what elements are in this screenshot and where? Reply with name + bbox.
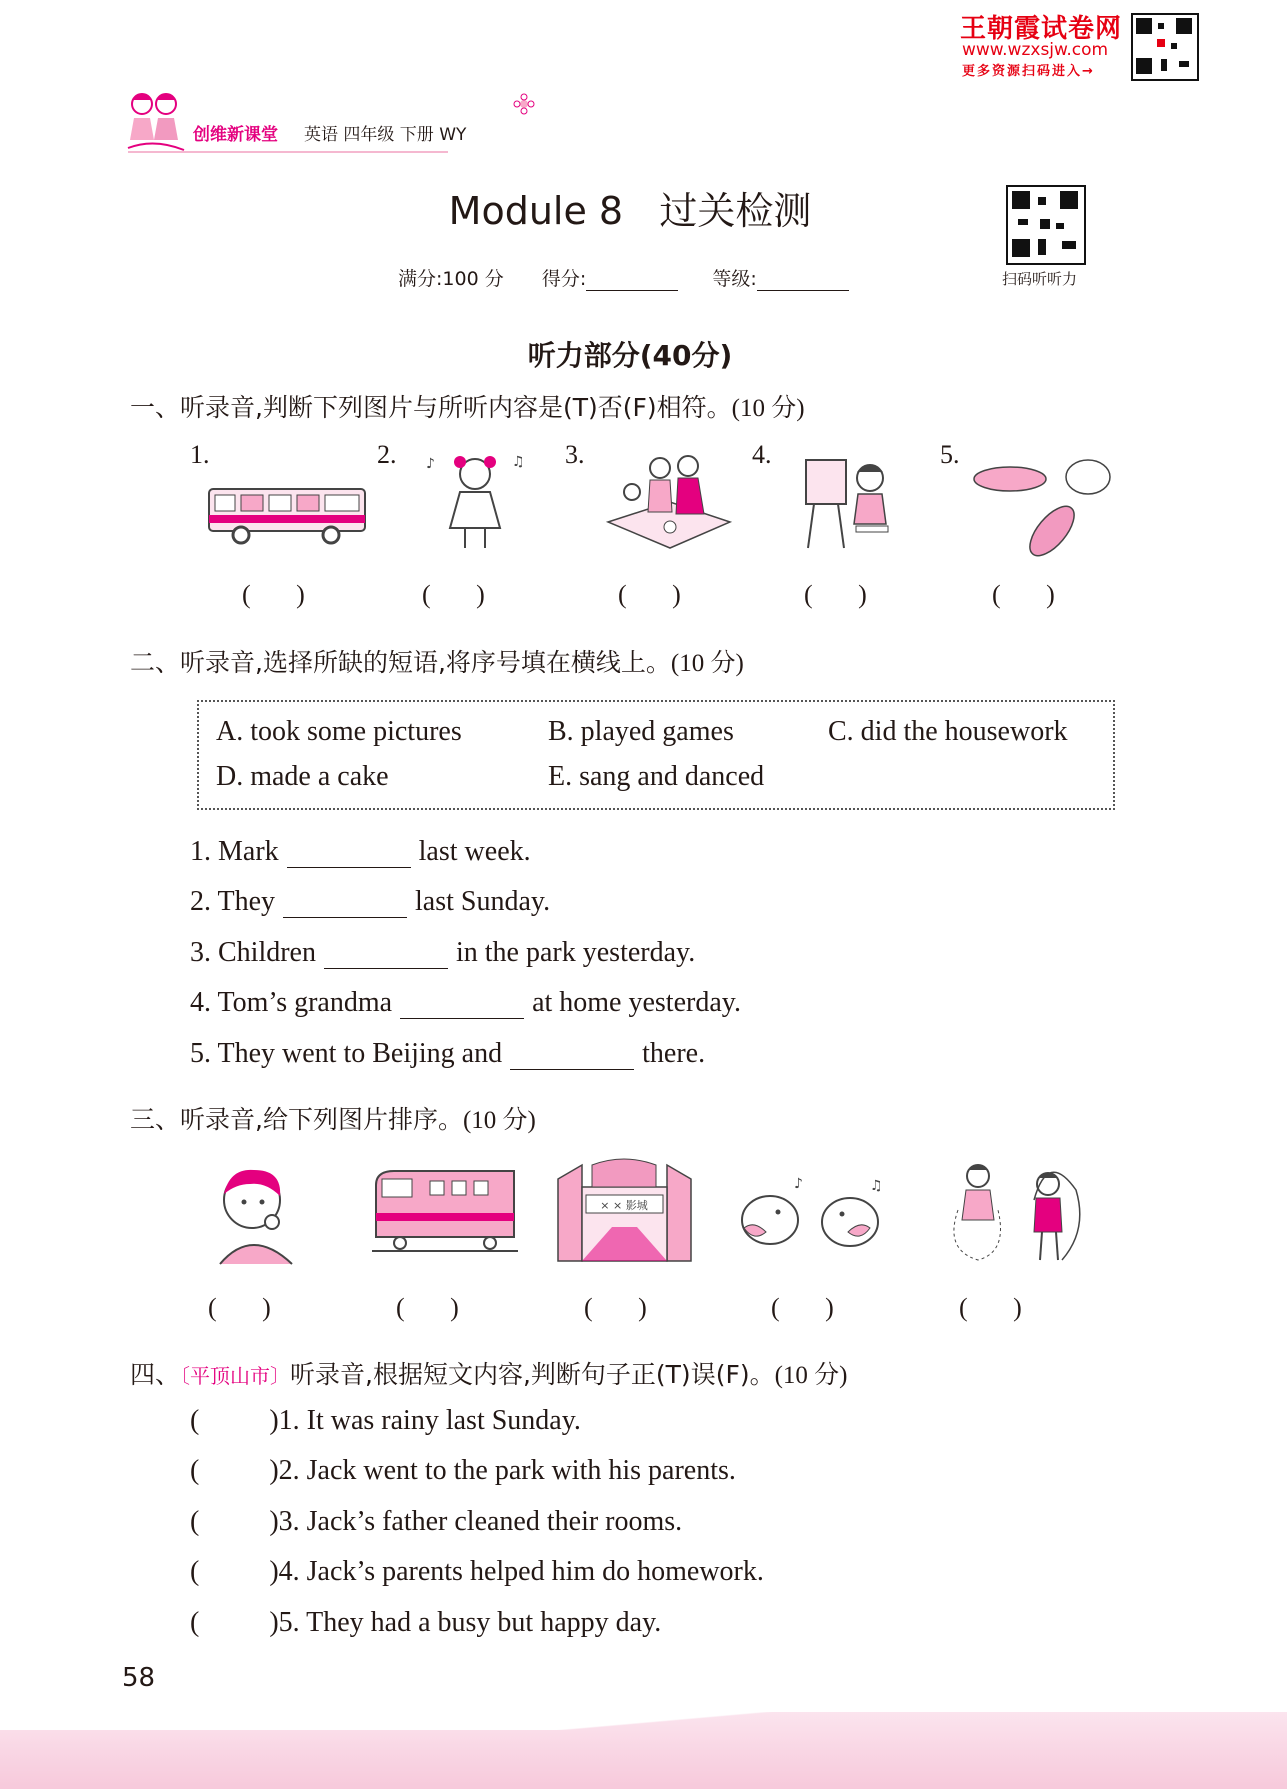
s2-sentence-4 [190,987,741,1019]
s3-order-blank-1[interactable]: ( ) [208,1293,271,1322]
s1-number-2: 2. [377,440,397,469]
bottom-wave [0,1700,1287,1730]
header-divider [128,151,448,153]
section3-title [130,1100,536,1136]
section2-title [130,643,744,679]
s3-order-blank-2[interactable]: ( ) [396,1293,459,1322]
s2-sentence-1-before: 1. Mark [190,836,279,867]
svg-text:♪: ♪ [426,456,435,472]
listening-qr-code[interactable] [1006,185,1086,265]
s4-answer-blank-2[interactable]: ( ) [190,1455,279,1486]
s4-item-4-text: 4. Jack’s parents helped him do homework. [278,1556,764,1587]
s1-answer-blank-4[interactable]: ( ) [804,580,867,609]
section1-instruction: 一、听录音,判断下列图片与所听内容是(T)否(F)相符。 [130,393,732,422]
s3-order-blank-5[interactable]: ( ) [959,1293,1022,1322]
grade-label: 等级: [712,268,757,290]
s1-answer-blank-5[interactable]: ( ) [992,580,1055,609]
page-title: Module 8 过关检测 [448,189,812,233]
s4-answer-blank-1[interactable]: ( ) [190,1405,279,1436]
s2-blank-5[interactable] [510,1043,634,1070]
score-label: 得分: [541,268,587,290]
flower-icon [512,92,536,116]
s2-blank-1[interactable] [287,841,411,868]
family-picnic-icon [600,452,735,552]
s3-order-blank-4[interactable]: ( ) [771,1293,834,1322]
page-number: 58 [122,1663,156,1693]
s2-sentence-4-after: at home yesterday. [532,987,741,1018]
girls-skipping-icon [938,1160,1088,1268]
score-blank[interactable] [586,272,678,291]
svg-text:♫: ♫ [870,1178,883,1194]
s2-sentence-3-before: 3. Children [190,937,316,968]
kids-mascot-icon [124,88,186,154]
full-score: 满分:100 分 [398,268,504,290]
section4-title [130,1355,847,1391]
s3-order-blank-3[interactable]: ( ) [584,1293,647,1322]
s4-answer-blank-4[interactable]: ( ) [190,1556,279,1587]
option-b: B. played games [548,716,734,747]
s4-item-1-text: 1. It was rainy last Sunday. [278,1405,581,1436]
s2-blank-3[interactable] [324,942,448,969]
s2-sentence-5 [190,1038,705,1070]
s2-sentence-3 [190,937,695,969]
s2-sentence-1 [190,836,531,868]
s1-answer-blank-3[interactable]: ( ) [618,580,681,609]
train-icon [370,1165,520,1257]
grade-blank[interactable] [757,272,849,291]
cinema-sign: × × 影城 [600,1199,648,1212]
listening-qr-label: 扫码听听力 [1002,270,1078,288]
s2-sentence-2-before: 2. They [190,886,276,917]
option-d: D. made a cake [216,761,389,792]
section2-points: (10 分) [670,650,744,677]
s4-item-1 [190,1405,581,1437]
s4-item-5 [190,1607,661,1639]
s4-item-3 [190,1506,682,1538]
s2-sentence-2-after: last Sunday. [415,886,551,917]
section4-instruction: 听录音,根据短文内容,判断句子正(T)误(F)。 [290,1360,775,1389]
brand-qr-code[interactable] [1131,13,1199,81]
svg-text:♪: ♪ [794,1176,803,1192]
brand-url[interactable]: www.wzxsjw.com [962,40,1109,60]
section3-points: (10 分) [462,1107,536,1134]
birds-singing-icon [730,1170,895,1255]
s1-answer-blank-2[interactable]: ( ) [422,580,485,609]
s2-sentence-5-before: 5. They went to Beijing and [190,1038,503,1069]
s2-sentence-2 [190,886,550,918]
s1-number-1: 1. [190,440,210,469]
s4-answer-blank-5[interactable]: ( ) [190,1607,279,1638]
part-title: 听力部分(40分) [527,339,733,372]
score-line [398,264,849,291]
s2-blank-2[interactable] [283,891,407,918]
s1-number-3: 3. [565,440,585,469]
s2-blank-4[interactable] [400,992,524,1019]
s4-item-5-text: 5. They had a busy but happy day. [278,1607,662,1638]
s4-answer-blank-3[interactable]: ( ) [190,1506,279,1537]
svg-text:♫: ♫ [512,454,525,470]
brand-tip: 更多资源扫码进入→ [962,64,1095,79]
section1-points: (10 分) [731,395,805,422]
series-name: 创维新课堂 [193,125,278,145]
option-e: E. sang and danced [548,761,765,792]
s4-item-2 [190,1455,736,1487]
option-a: A. took some pictures [216,716,462,747]
section2-instruction: 二、听录音,选择所缺的短语,将序号填在横线上。 [130,648,671,677]
s2-sentence-5-after: there. [642,1038,706,1069]
s1-number-4: 4. [752,440,772,469]
s4-item-4 [190,1556,764,1588]
s4-item-2-text: 2. Jack went to the park with his parents. [278,1455,736,1486]
bus-icon [205,485,375,547]
brand-name: 王朝霞试卷网 [960,14,1123,44]
s2-sentence-4-before: 4. Tom’s grandma [190,987,393,1018]
singing-girl-icon [420,448,530,553]
section4-prefix: 四、 [130,1360,181,1389]
section4-points: (10 分) [774,1362,848,1389]
s2-sentence-3-after: in the park yesterday. [456,937,696,968]
option-c: C. did the housework [828,716,1068,747]
boy-thinking-icon [200,1160,300,1265]
section3-instruction: 三、听录音,给下列图片排序。 [130,1105,463,1134]
s4-item-3-text: 3. Jack’s father cleaned their rooms. [278,1506,683,1537]
girl-painting-icon [800,452,900,552]
section1-title [130,388,805,424]
book-info: 英语 四年级 下册 WY [304,125,467,145]
s2-sentence-1-after: last week. [418,836,531,867]
s1-number-5: 5. [940,440,960,469]
food-icon [968,455,1113,560]
s1-answer-blank-1[interactable]: ( ) [242,580,305,609]
section4-city-tag: 〔平顶山市〕 [180,1364,291,1388]
cinema-icon [552,1157,697,1267]
